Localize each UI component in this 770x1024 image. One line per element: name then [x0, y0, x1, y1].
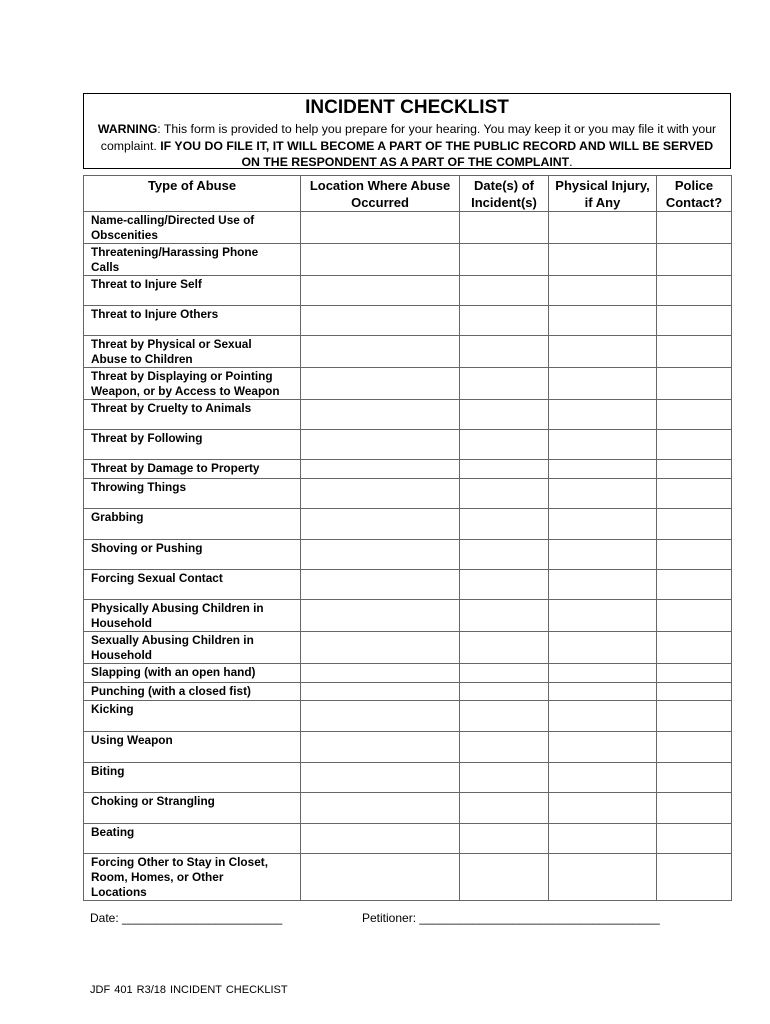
injury-cell[interactable]	[549, 479, 657, 509]
date-cell[interactable]	[460, 244, 549, 276]
date-cell[interactable]	[460, 732, 549, 763]
date-cell[interactable]	[460, 336, 549, 368]
abuse-type-label: Threat to Injure Others	[84, 306, 301, 336]
injury-cell[interactable]	[549, 664, 657, 683]
location-cell[interactable]	[301, 306, 460, 336]
table-row	[84, 336, 732, 368]
date-cell[interactable]	[460, 212, 549, 244]
police-contact-cell[interactable]	[657, 479, 732, 509]
injury-cell[interactable]	[549, 763, 657, 793]
injury-cell[interactable]	[549, 854, 657, 901]
abuse-type-label: Threat by Damage to Property	[84, 460, 301, 479]
abuse-type-label: Grabbing	[84, 509, 301, 540]
column-header-police-contact: Police Contact?	[657, 176, 732, 212]
location-cell[interactable]	[301, 368, 460, 400]
abuse-type-label: Biting	[84, 763, 301, 793]
police-contact-cell[interactable]	[657, 854, 732, 901]
date-cell[interactable]	[460, 540, 549, 570]
table-row	[84, 763, 732, 793]
table-row	[84, 600, 732, 632]
table-row	[84, 430, 732, 460]
date-cell[interactable]	[460, 430, 549, 460]
abuse-type-label: Physically Abusing Children in Household	[84, 600, 301, 632]
injury-cell[interactable]	[549, 540, 657, 570]
police-contact-cell[interactable]	[657, 732, 732, 763]
table-row	[84, 824, 732, 854]
injury-cell[interactable]	[549, 336, 657, 368]
table-row	[84, 212, 732, 244]
abuse-type-label: Sexually Abusing Children in Household	[84, 632, 301, 664]
abuse-type-label: Threat by Cruelty to Animals	[84, 400, 301, 430]
location-cell[interactable]	[301, 600, 460, 632]
police-contact-cell[interactable]	[657, 244, 732, 276]
injury-cell[interactable]	[549, 793, 657, 824]
police-contact-cell[interactable]	[657, 460, 732, 479]
date-cell[interactable]	[460, 854, 549, 901]
date-cell[interactable]	[460, 479, 549, 509]
abuse-type-label: Kicking	[84, 701, 301, 732]
abuse-type-label: Name-calling/Directed Use of Obscenities	[84, 212, 301, 244]
abuse-type-label: Using Weapon	[84, 732, 301, 763]
table-row	[84, 460, 732, 479]
date-cell[interactable]	[460, 460, 549, 479]
injury-cell[interactable]	[549, 430, 657, 460]
injury-cell[interactable]	[549, 368, 657, 400]
column-header-dates: Date(s) of Incident(s)	[460, 176, 549, 212]
injury-cell[interactable]	[549, 306, 657, 336]
police-contact-cell[interactable]	[657, 306, 732, 336]
table-row	[84, 854, 732, 901]
injury-cell[interactable]	[549, 683, 657, 701]
table-row	[84, 479, 732, 509]
table-row	[84, 276, 732, 306]
location-cell[interactable]	[301, 479, 460, 509]
location-cell[interactable]	[301, 336, 460, 368]
injury-cell[interactable]	[549, 509, 657, 540]
date-cell[interactable]	[460, 664, 549, 683]
column-header-physical-injury: Physical Injury, if Any	[549, 176, 657, 212]
petitioner-field[interactable]: Petitioner: ____________________________________	[362, 911, 660, 925]
location-cell[interactable]	[301, 430, 460, 460]
location-cell[interactable]	[301, 244, 460, 276]
table-row	[84, 732, 732, 763]
police-contact-cell[interactable]	[657, 632, 732, 664]
injury-cell[interactable]	[549, 732, 657, 763]
abuse-type-label: Shoving or Pushing	[84, 540, 301, 570]
location-cell[interactable]	[301, 212, 460, 244]
warning-header-box	[83, 93, 731, 169]
injury-cell[interactable]	[549, 276, 657, 306]
date-cell[interactable]	[460, 600, 549, 632]
police-contact-cell[interactable]	[657, 212, 732, 244]
table-row	[84, 540, 732, 570]
warning-notice	[84, 121, 730, 171]
date-cell[interactable]	[460, 701, 549, 732]
date-cell[interactable]	[460, 306, 549, 336]
police-contact-cell[interactable]	[657, 570, 732, 600]
incident-checklist-table	[83, 175, 732, 901]
injury-cell[interactable]	[549, 701, 657, 732]
location-cell[interactable]	[301, 824, 460, 854]
table-row	[84, 400, 732, 430]
table-body	[84, 212, 732, 901]
location-cell[interactable]	[301, 460, 460, 479]
warning-text: : This form is provided to help you prepare for your hearing. You may keep it or you may file it with your complaint.	[100, 122, 717, 153]
date-cell[interactable]	[460, 763, 549, 793]
abuse-type-label: Beating	[84, 824, 301, 854]
column-header-location: Location Where Abuse Occurred	[301, 176, 460, 212]
abuse-type-label: Threat by Physical or Sexual Abuse to Children	[84, 336, 301, 368]
abuse-type-label: Threat by Displaying or Pointing Weapon, or by Access to Weapon	[84, 368, 301, 400]
police-contact-cell[interactable]	[657, 701, 732, 732]
police-contact-cell[interactable]	[657, 400, 732, 430]
injury-cell[interactable]	[549, 244, 657, 276]
date-cell[interactable]	[460, 570, 549, 600]
column-header-type-of-abuse: Type of Abuse	[84, 176, 301, 212]
table-row	[84, 793, 732, 824]
police-contact-cell[interactable]	[657, 540, 732, 570]
table-row	[84, 368, 732, 400]
warning-label: WARNING	[97, 122, 158, 136]
police-contact-cell[interactable]	[657, 683, 732, 701]
date-cell[interactable]	[460, 509, 549, 540]
date-cell[interactable]	[460, 276, 549, 306]
injury-cell[interactable]	[549, 824, 657, 854]
abuse-type-label: Threatening/Harassing Phone Calls	[84, 244, 301, 276]
location-cell[interactable]	[301, 664, 460, 683]
abuse-type-label: Punching (with a closed fist)	[84, 683, 301, 701]
location-cell[interactable]	[301, 540, 460, 570]
location-cell[interactable]	[301, 632, 460, 664]
abuse-type-label: Threat by Following	[84, 430, 301, 460]
location-cell[interactable]	[301, 683, 460, 701]
injury-cell[interactable]	[549, 570, 657, 600]
police-contact-cell[interactable]	[657, 600, 732, 632]
date-cell[interactable]	[460, 793, 549, 824]
date-cell[interactable]	[460, 632, 549, 664]
police-contact-cell[interactable]	[657, 368, 732, 400]
table-row	[84, 701, 732, 732]
table-row	[84, 664, 732, 683]
warning-end: .	[569, 155, 573, 169]
police-contact-cell[interactable]	[657, 276, 732, 306]
abuse-type-label: Forcing Other to Stay in Closet, Room, Homes, or Other Locations	[84, 854, 301, 901]
date-cell[interactable]	[460, 824, 549, 854]
table-row	[84, 306, 732, 336]
date-cell[interactable]	[460, 400, 549, 430]
abuse-type-label: Throwing Things	[84, 479, 301, 509]
police-contact-cell[interactable]	[657, 336, 732, 368]
date-field[interactable]: Date: ________________________	[90, 911, 283, 925]
injury-cell[interactable]	[549, 212, 657, 244]
page-title: INCIDENT CHECKLIST	[305, 97, 509, 118]
location-cell[interactable]	[301, 570, 460, 600]
abuse-type-label: Choking or Strangling	[84, 793, 301, 824]
location-cell[interactable]	[301, 400, 460, 430]
police-contact-cell[interactable]	[657, 430, 732, 460]
police-contact-cell[interactable]	[657, 824, 732, 854]
injury-cell[interactable]	[549, 400, 657, 430]
table-row	[84, 683, 732, 701]
abuse-type-label: Threat to Injure Self	[84, 276, 301, 306]
abuse-type-label: Slapping (with an open hand)	[84, 664, 301, 683]
date-cell[interactable]	[460, 683, 549, 701]
injury-cell[interactable]	[549, 460, 657, 479]
injury-cell[interactable]	[549, 600, 657, 632]
location-cell[interactable]	[301, 793, 460, 824]
injury-cell[interactable]	[549, 632, 657, 664]
table-row	[84, 509, 732, 540]
warning-bold-text: IF YOU DO FILE IT, IT WILL BECOME A PART OF THE PUBLIC RECORD AND WILL BE SERVED ON THE RESPONDENT AS A PART OF THE COMPLAINT	[160, 138, 714, 169]
abuse-type-label: Forcing Sexual Contact	[84, 570, 301, 600]
form-identifier: JDF 401 R3/18 INCIDENT CHECKLIST	[90, 984, 288, 996]
location-cell[interactable]	[301, 763, 460, 793]
location-cell[interactable]	[301, 701, 460, 732]
table-header-row	[84, 176, 732, 212]
police-contact-cell[interactable]	[657, 664, 732, 683]
police-contact-cell[interactable]	[657, 793, 732, 824]
location-cell[interactable]	[301, 509, 460, 540]
table-row	[84, 570, 732, 600]
location-cell[interactable]	[301, 854, 460, 901]
location-cell[interactable]	[301, 732, 460, 763]
police-contact-cell[interactable]	[657, 763, 732, 793]
date-cell[interactable]	[460, 368, 549, 400]
table-row	[84, 632, 732, 664]
table-row	[84, 244, 732, 276]
location-cell[interactable]	[301, 276, 460, 306]
police-contact-cell[interactable]	[657, 509, 732, 540]
